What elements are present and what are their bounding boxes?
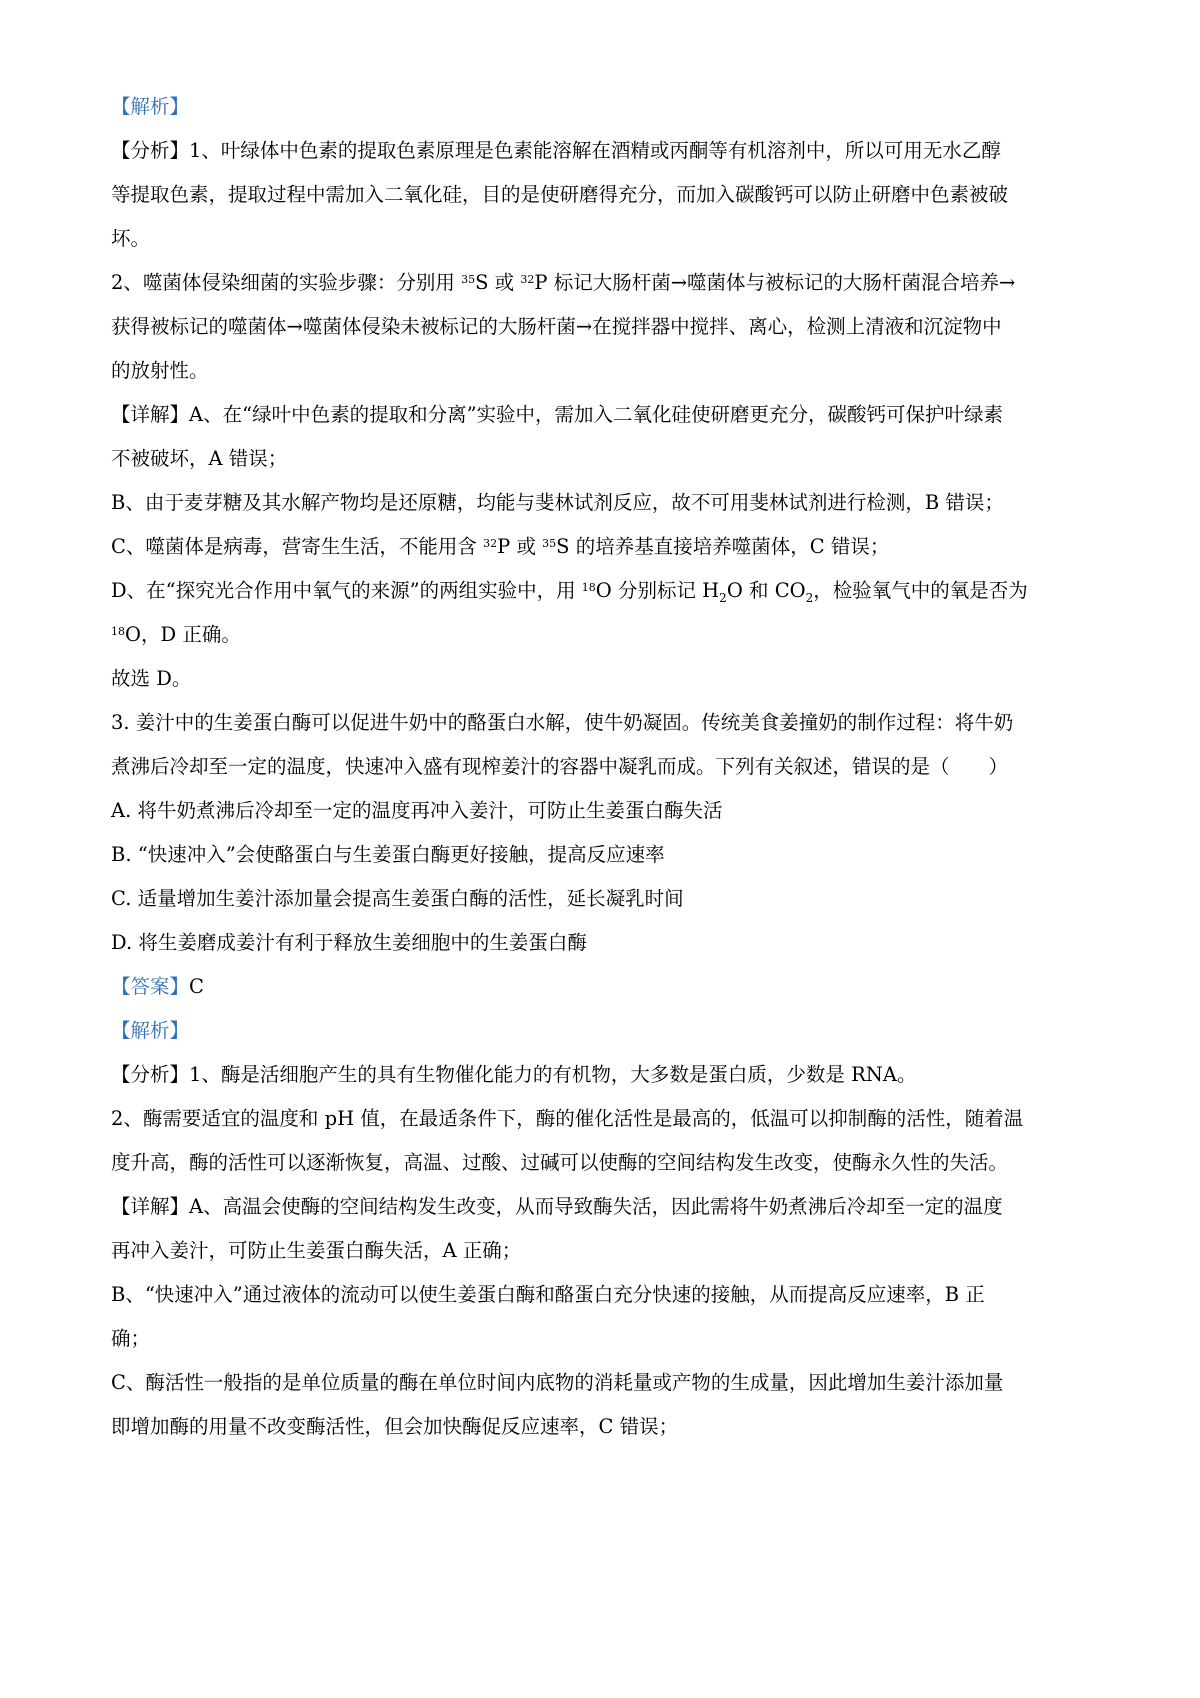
question-stem: 3. 姜汁中的生姜蛋白酶可以促进牛奶中的酪蛋白水解，使牛奶凝固。传统美食姜撞奶的制作过程：将牛奶	[111, 711, 1014, 734]
detail-paragraph-line	[111, 401, 1111, 429]
analysis-label: 【分析】	[111, 1063, 190, 1086]
question-stem: 煮沸后冷却至一定的温度，快速冲入盛有现榨姜汁的容器中凝乳而成。下列有关叙述，错误的是（ ）	[111, 755, 1009, 778]
text-line: 的放射性。	[111, 359, 209, 382]
text-line: C、酶活性一般指的是单位质量的酶在单位时间内底物的消耗量或产物的生成量，因此增加生姜汁添加量	[111, 1371, 1004, 1394]
text-fragment: P 或	[497, 535, 543, 558]
text-line: 坏。	[111, 227, 151, 250]
text-fragment: P 标记大肠杆菌→噬菌体与被标记的大肠杆菌混合培养→	[534, 271, 1016, 294]
text-line: 1、酶是活细胞产生的具有生物催化能力的有机物，大多数是蛋白质，少数是 RNA。	[189, 1063, 917, 1086]
superscript: 32	[483, 537, 498, 550]
superscript: 35	[542, 537, 557, 550]
answer-value: C	[189, 975, 204, 998]
text-line: 再冲入姜汁，可防止生姜蛋白酶失活，A 正确；	[111, 1239, 522, 1262]
option-a: A. 将牛奶煮沸后冷却至一定的温度再冲入姜汁，可防止生姜蛋白酶失活	[111, 799, 723, 822]
option-c: C. 适量增加生姜汁添加量会提高生姜蛋白酶的活性，延长凝乳时间	[111, 887, 684, 910]
text-line: 获得被标记的噬菌体→噬菌体侵染未被标记的大肠杆菌→在搅拌器中搅拌、离心，检测上清液和沉淀物中	[111, 315, 1002, 338]
detail-paragraph-line	[111, 1193, 1111, 1221]
superscript: 35	[461, 273, 476, 286]
analysis-label: 【分析】	[111, 139, 190, 162]
text-fragment: O 分别标记 H	[595, 579, 720, 602]
text-line-with-isotope	[111, 621, 1111, 649]
text-line: 2、酶需要适宜的温度和 pH 值，在最适条件下，酶的催化活性是最高的，低温可以抑制酶的活性，随着温	[111, 1107, 1024, 1130]
text-line: 1、叶绿体中色素的提取色素原理是色素能溶解在酒精或丙酮等有机溶剂中，所以可用无水乙醇	[189, 139, 1001, 162]
text-line: A、在“绿叶中色素的提取和分离”实验中，需加入二氧化硅使研磨更充分，碳酸钙可保护叶绿素	[189, 403, 1004, 426]
superscript: 18	[111, 625, 125, 638]
superscript: 18	[581, 581, 596, 594]
analysis-heading-1	[111, 93, 1111, 121]
text-line: A、高温会使酶的空间结构发生改变，从而导致酶失活，因此需将牛奶煮沸后冷却至一定的温度	[189, 1195, 1003, 1218]
text-fragment: D、在“探究光合作用中氧气的来源”的两组实验中，用	[111, 579, 582, 602]
text-line: B、由于麦芽糖及其水解产物均是还原糖，均能与斐林试剂反应，故不可用斐林试剂进行检测，B 错误；	[111, 491, 1004, 514]
option-d: D. 将生姜磨成姜汁有利于释放生姜细胞中的生姜蛋白酶	[111, 931, 587, 954]
text-line: 即增加酶的用量不改变酶活性，但会加快酶促反应速率，C 错误；	[111, 1415, 679, 1438]
text-line-with-isotopes	[111, 533, 1111, 561]
text-line: 故选 D。	[111, 667, 192, 690]
text-fragment: ，检验氧气中的氧是否为	[813, 579, 1028, 602]
analysis-heading-2	[111, 1017, 1111, 1045]
subscript: 2	[719, 591, 727, 605]
answer-tag: 【答案】	[111, 975, 190, 998]
text-fragment: 2、噬菌体侵染细菌的实验步骤：分别用	[111, 271, 462, 294]
text-line: 不被破坏，A 错误；	[111, 447, 288, 470]
analysis-tag: 【解析】	[111, 1019, 190, 1042]
detail-label: 【详解】	[111, 1195, 190, 1218]
text-fragment: O 和 CO	[726, 579, 806, 602]
text-line-with-isotopes	[111, 269, 1111, 297]
answer-line	[111, 973, 1111, 1001]
text-line: B、“快速冲入”通过液体的流动可以使生姜蛋白酶和酪蛋白充分快速的接触，从而提高反应速率，B 正	[111, 1283, 985, 1306]
analysis-tag: 【解析】	[111, 95, 190, 118]
option-b: B. “快速冲入”会使酪蛋白与生姜蛋白酶更好接触，提高反应速率	[111, 843, 665, 866]
subscript: 2	[805, 591, 814, 605]
text-fragment: S 的培养基直接培养噬菌体，C 错误；	[556, 535, 890, 558]
text-fragment: C、噬菌体是病毒，营寄生生活，不能用含	[111, 535, 484, 558]
text-fragment: O，D 正确。	[125, 623, 241, 646]
analysis-paragraph-line	[111, 1061, 1111, 1089]
text-line: 等提取色素，提取过程中需加入二氧化硅，目的是使研磨得充分，而加入碳酸钙可以防止研磨中色素被破	[111, 183, 1009, 206]
superscript: 32	[520, 273, 535, 286]
text-line: 确；	[111, 1327, 151, 1350]
analysis-paragraph-line	[111, 137, 1111, 165]
text-line-with-formulas	[111, 577, 1111, 605]
text-fragment: S 或	[475, 271, 521, 294]
text-line: 度升高，酶的活性可以逐渐恢复，高温、过酸、过碱可以使酶的空间结构发生改变，使酶永久性的失活。	[111, 1151, 1009, 1174]
detail-label: 【详解】	[111, 403, 190, 426]
